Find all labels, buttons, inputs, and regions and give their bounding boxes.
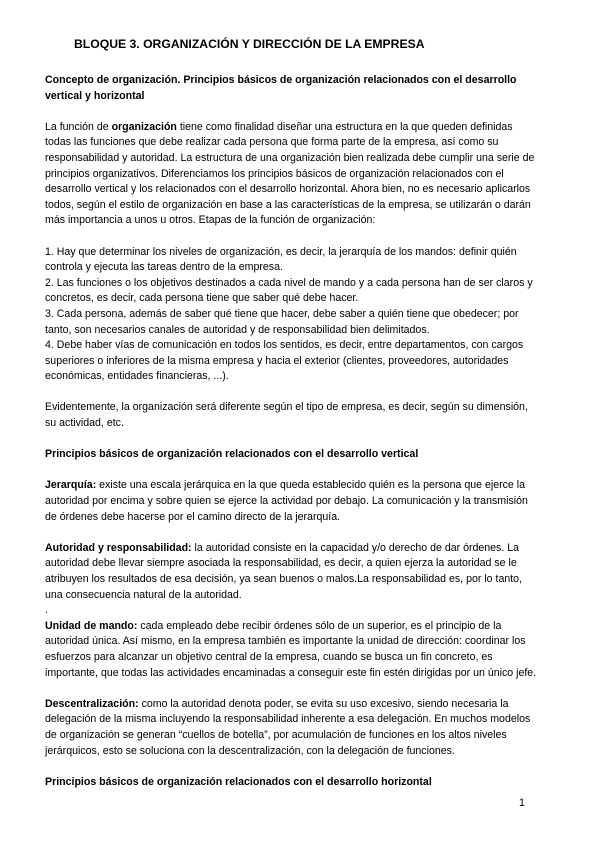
section-heading-horizontal: Principios básicos de organización relacionados con el desarrollo horizontal	[45, 775, 432, 788]
intro-term: organización	[111, 120, 177, 133]
stray-dot: .	[45, 604, 48, 617]
intro-lead: La función de	[45, 120, 112, 133]
intro-text: tiene como finalidad diseñar una estructura en la que queden definidas todas las funciones que debe realizar cada persona que forma parte de la empresa, así como su responsabilidad y autoridad. La estructura de una organización bien realizada debe cumplir una serie de principios organizativos. Diferenciamos los principios básicos de organización relacionados con el desarrollo vertical y los relacionados con el desarrollo horizontal. Ahora bien, no es necesario aplicarlos todos, según el estilo de organización en base a las características de la empresa, se utilizarán o darán más importancia a unos u otros. Etapas de la función de organización:	[45, 120, 535, 227]
step-item: 1. Hay que determinar los niveles de organización, es decir, la jerarquía de los mandos: definir quién controla y ejecuta las tareas dentro de la empresa.	[45, 245, 517, 274]
principle-text: existe una escala jerárquica en la que queda establecido quién es la persona que ejerce la autoridad por encima y sobre quien se ejerce la actividad por debajo. La comunicación y la transmisión de órdenes debe hacerse por el camino directo de la jerarquía.	[45, 479, 528, 523]
step-item: 4. Debe haber vías de comunicación en todos los sentidos, es decir, entre departamentos, con cargos superiores o inferiores de la misma empresa y hacia el exterior (clientes, proveedores, autoridades económicas, entidades financieras, ...).	[45, 339, 524, 383]
principle-text: la autoridad consiste en la capacidad y/o derecho de dar órdenes. La autoridad debe llevar siempre asociada la responsabilidad, es decir, a quien ejerza la autoridad se le atribuyen los resultados de esa decisión, ya sean buenos o malos.La responsabilidad es, por lo tanto, una consecuencia natural de la autoridad.	[45, 541, 523, 601]
principle-term: Unidad de mando:	[45, 619, 138, 632]
page-number: 1	[519, 797, 525, 809]
principle-unidad-mando	[45, 619, 537, 681]
principle-text: cada empleado debe recibir órdenes sólo de un superior, es el principio de la autoridad única. Así mismo, en la empresa también es importante la unidad de dirección: coordinar los esfuerzos para alcanzar un objetivo central de la empresa, cuando se busca un fin concreto, es importante, que todas las actividades encaminadas a conseguir este fin estén dirigidas por un único jefe.	[45, 619, 537, 679]
conclusion-paragraph: Evidentemente, la organización será diferente según el tipo de empresa, es decir, según su dimensión, su actividad, etc.	[45, 401, 528, 430]
step-item: 3. Cada persona, además de saber qué tiene que hacer, debe saber a quién tiene que obedecer; por tanto, son necesarios canales de autoridad y de responsabilidad bien delimitados.	[45, 307, 519, 336]
document-title: BLOQUE 3. ORGANIZACIÓN Y DIRECCIÓN DE LA EMPRESA	[74, 37, 425, 51]
principle-jerarquia	[45, 478, 537, 525]
principle-autoridad	[45, 541, 537, 603]
section-heading-concept: Concepto de organización. Principios básicos de organización relacionados con el desarrollo vertical y horizontal	[45, 74, 517, 102]
step-item: 2. Las funciones o los objetivos destinados a cada nivel de mando y a cada persona han de ser claros y concretos, es decir, cada persona tiene que saber qué debe hacer.	[45, 276, 533, 305]
principle-term: Autoridad y responsabilidad:	[45, 541, 192, 554]
intro-paragraph	[45, 120, 537, 229]
principle-descentralizacion	[45, 697, 537, 759]
document-body	[45, 73, 537, 790]
steps-list	[45, 245, 537, 385]
principle-term: Jerarquía:	[45, 479, 97, 492]
principle-term: Descentralización:	[45, 697, 139, 710]
principle-text: como la autoridad denota poder, se evita su uso excesivo, siendo necesaria la delegación de la misma incluyendo la responsabilidad inherente a esa delegación. En muchos modelos de organización se generan “cuellos de botella”, por acumulación de funciones en los altos niveles jerárquicos, esto se soluciona con la descentralización, con la delegación de funciones.	[45, 697, 531, 757]
section-heading-vertical: Principios básicos de organización relacionados con el desarrollo vertical	[45, 448, 419, 461]
